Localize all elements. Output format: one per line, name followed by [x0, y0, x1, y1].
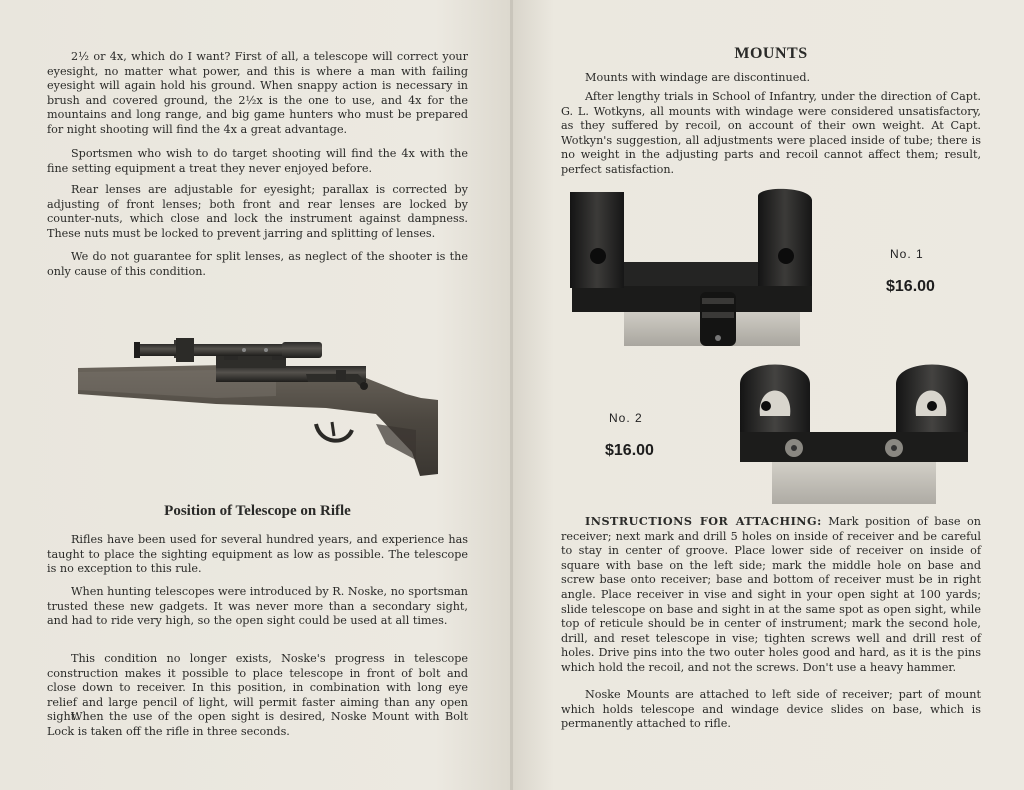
attachment-side-paragraph: Noske Mounts are attached to left side of receiver; part of mount which holds telescope and windage device slides on base, which is permanently attached to rifle.: [561, 688, 981, 731]
rifles-history-paragraph: Rifles have been used for several hundred years, and experience has taught to place the sighting equipment as low as possible. The telescope is no exception to this rule.: [47, 533, 468, 576]
instructions-text: Mark position of base on receiver; next mark and drill 5 holes on inside of receiver and be careful to stay in center of groove. Place lower side of receiver on inside of square with base on the left side; mark the middle hole on base and screw base onto receiver; base and bottom of receiver must be in right angle. Place receiver in vise and sight in your open sight at 100 yards; slide telescope on base and sight in at the same spot as open sight, while top of reticule should be in center of instrument; mark the second hole, drill, and reset telescope in vise; tighten screws well and drill rest of holes. Drive pins into the two outer holes good and hard, as it is the pins which hold the recoil, and not the screws. Don't use a heavy hammer.: [561, 515, 981, 674]
instructions-paragraph: [561, 514, 981, 676]
mount-no1-price: $16.00: [886, 278, 935, 295]
rifle-with-telescope-image: [76, 334, 442, 480]
mount-no2-image: [736, 362, 972, 506]
trials-paragraph: After lengthy trials in School of Infantry, under the direction of Capt. G. L. Wotkyns, all mounts with windage were considered unsatisfactory, as they suffered by recoil, on account of their own weight. At Capt. Wotkyn's suggestion, all adjustments were placed inside of tube; there is no weight in the adjusting parts and recoil cannot affect them; result, perfect satisfaction.: [561, 90, 981, 176]
bolt-lock-paragraph: When the use of the open sight is desired, Noske Mount with Bolt Lock is taken off the rifle in three seconds.: [47, 710, 468, 738]
intro-paragraph: 2½ or 4x, which do I want? First of all, a telescope will correct your eyesight, no matter what power, and this is where a man with failing eyesight will again hold his ground. When snappy action is necessary in brush and covered ground, the 2½x is the one to use, and 4x for the mountains and long range, and big game hunters who must be prepared for night shooting will find the 4x a great advantage.: [47, 50, 468, 136]
instructions-heading: INSTRUCTIONS FOR ATTACHING:: [585, 514, 822, 528]
mount-no1-label: No. 1: [890, 247, 924, 261]
mount-no1-image: [566, 188, 816, 350]
telescope-construction-paragraph: This condition no longer exists, Noske's progress in telescope construction makes it possible to place telescope in front of bolt and close down to receiver. In this position, in combination with long eye relief and large pencil of light, will permit faster aiming than any open sight.: [47, 652, 468, 724]
mount-no2-price: $16.00: [605, 442, 654, 459]
position-heading: Position of Telescope on Rifle: [164, 503, 351, 519]
noske-introduction-paragraph: When hunting telescopes were introduced by R. Noske, no sportsman trusted these new gadgets. It was never more than a secondary sight, and had to ride very high, so the open sight could be used at all times.: [47, 585, 468, 628]
lenses-paragraph: Rear lenses are adjustable for eyesight; parallax is corrected by adjusting of front lenses; both front and rear lenses are locked by counter-nuts, which close and lock the instrument against dampness. These nuts must be locked to prevent jarring and splitting of lenses.: [47, 183, 468, 240]
mounts-title: MOUNTS: [734, 45, 808, 62]
mount-no2-label: No. 2: [609, 411, 643, 425]
target-shooting-paragraph: Sportsmen who wish to do target shooting will find the 4x with the fine setting equipment a treat they never enjoyed before.: [47, 147, 468, 175]
windage-discontinued-text: Mounts with windage are discontinued.: [585, 71, 811, 84]
guarantee-paragraph: We do not guarantee for split lenses, as neglect of the shooter is the only cause of this condition.: [47, 250, 468, 278]
